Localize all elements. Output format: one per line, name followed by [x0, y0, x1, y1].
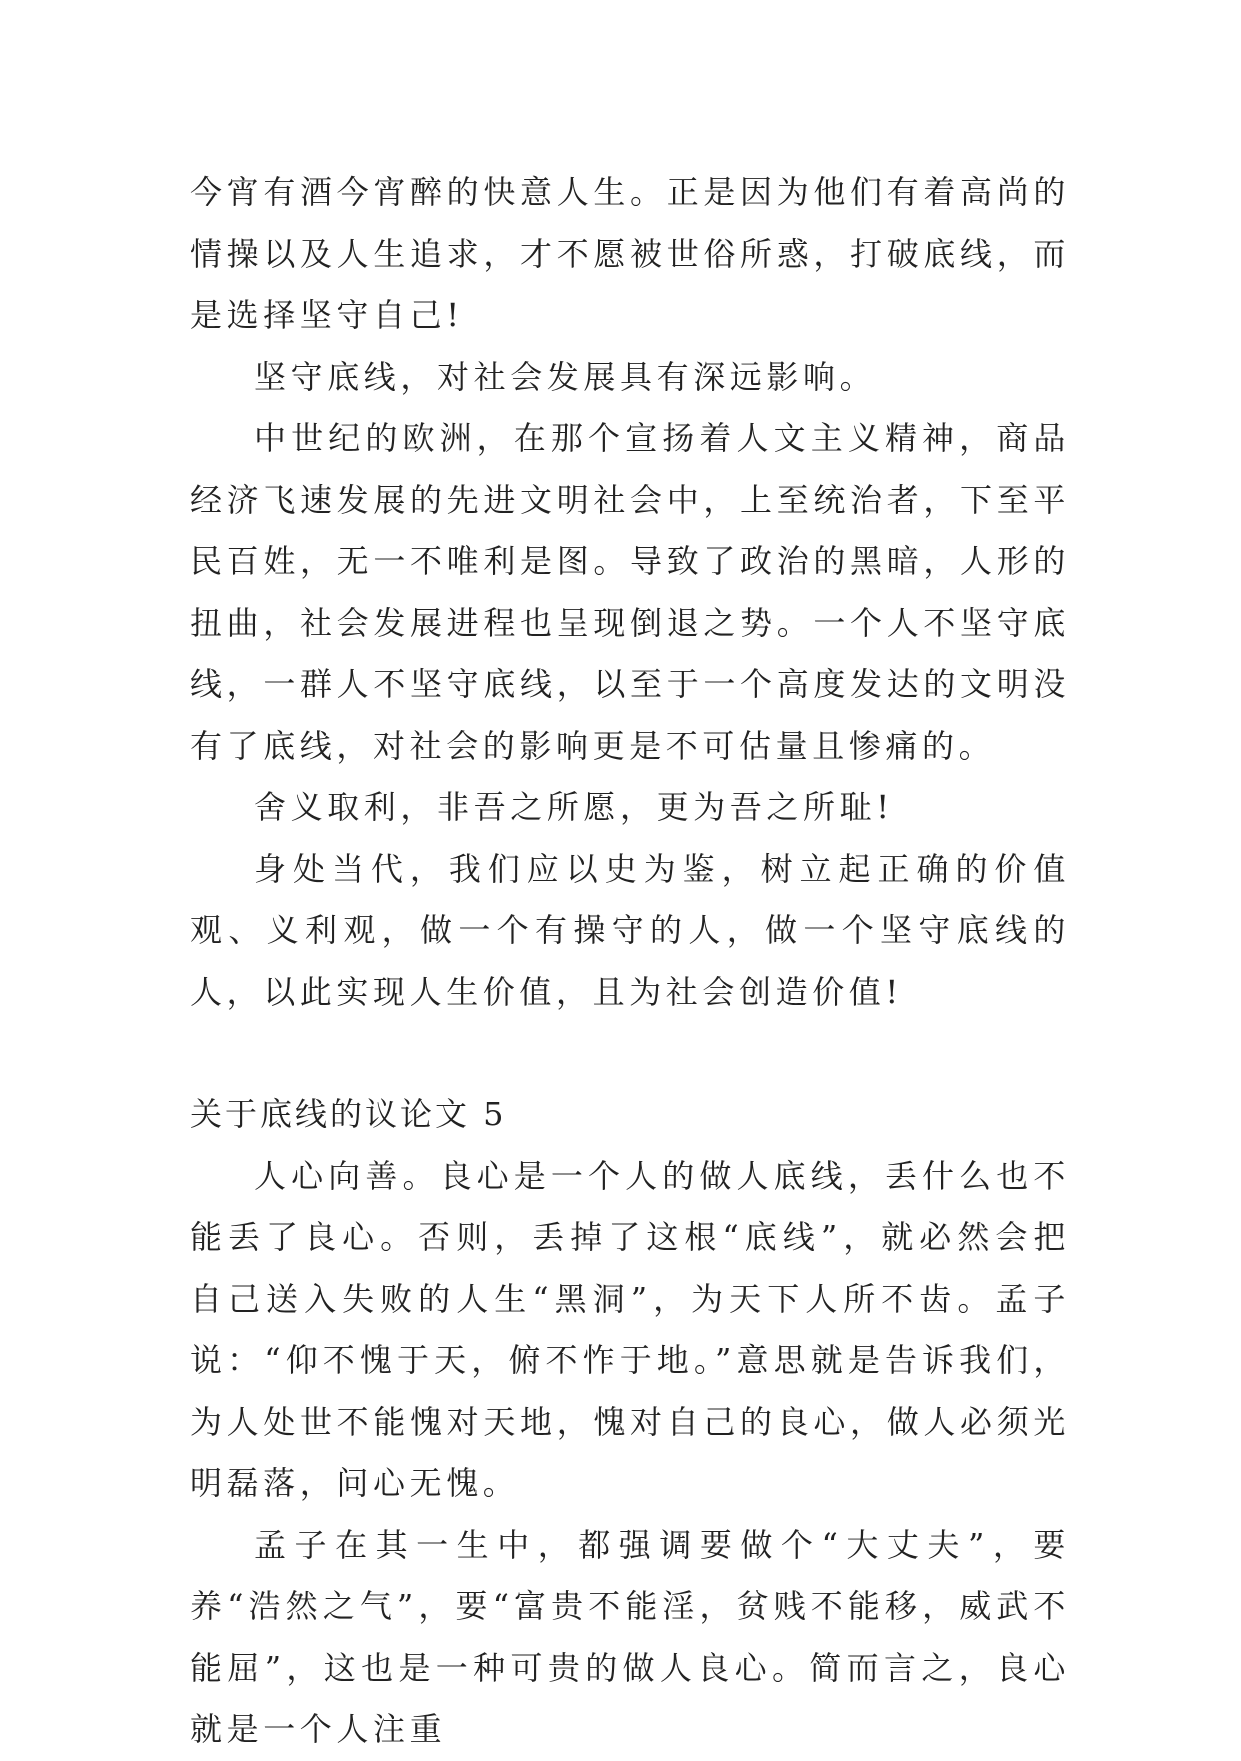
paragraph: 人心向善。良心是一个人的做人底线，丢什么也不能丢了良心。否则，丢掉了这根“底线”，就必然会把自己送入失败的人生“黑洞”，为天下人所不齿。孟子说：“仰不愧于天，俯不怍于地。”意思就是告诉我们，为人处世不能愧对天地，愧对自己的良心，做人必须光明磊落，问心无愧。	[190, 1156, 1070, 1502]
section-heading: 关于底线的议论文 5	[190, 1095, 507, 1133]
document-body	[190, 162, 1070, 1761]
paragraph: 坚守底线，对社会发展具有深远影响。	[254, 357, 877, 396]
paragraph: 身处当代，我们应以史为鉴，树立起正确的价值观、义利观，做一个有操守的人，做一个坚守底线的人，以此实现人生价值，且为社会创造价值!	[190, 849, 1070, 1011]
paragraph: 舍义取利，非吾之所愿，更为吾之所耻!	[254, 788, 894, 826]
paragraph: 中世纪的欧洲，在那个宣扬着人文主义精神，商品经济飞速发展的先进文明社会中，上至统治者，下至平民百姓，无一不唯利是图。导致了政治的黑暗，人形的扭曲，社会发展进程也呈现倒退之势。一个人不坚守底线，一群人不坚守底线，以至于一个高度发达的文明没有了底线，对社会的影响更是不可估量且惨痛的。	[190, 419, 1070, 765]
paragraph: 孟子在其一生中，都强调要做个“大丈夫”，要养“浩然之气”，要“富贵不能淫，贫贱不能移，威武不能屈”，这也是一种可贵的做人良心。简而言之，良心就是一个人注重	[190, 1525, 1070, 1748]
paragraph-continuation: 今宵有酒今宵醉的快意人生。正是因为他们有着高尚的情操以及人生追求，才不愿被世俗所惑，打破底线，而是选择坚守自己!	[190, 173, 1070, 334]
